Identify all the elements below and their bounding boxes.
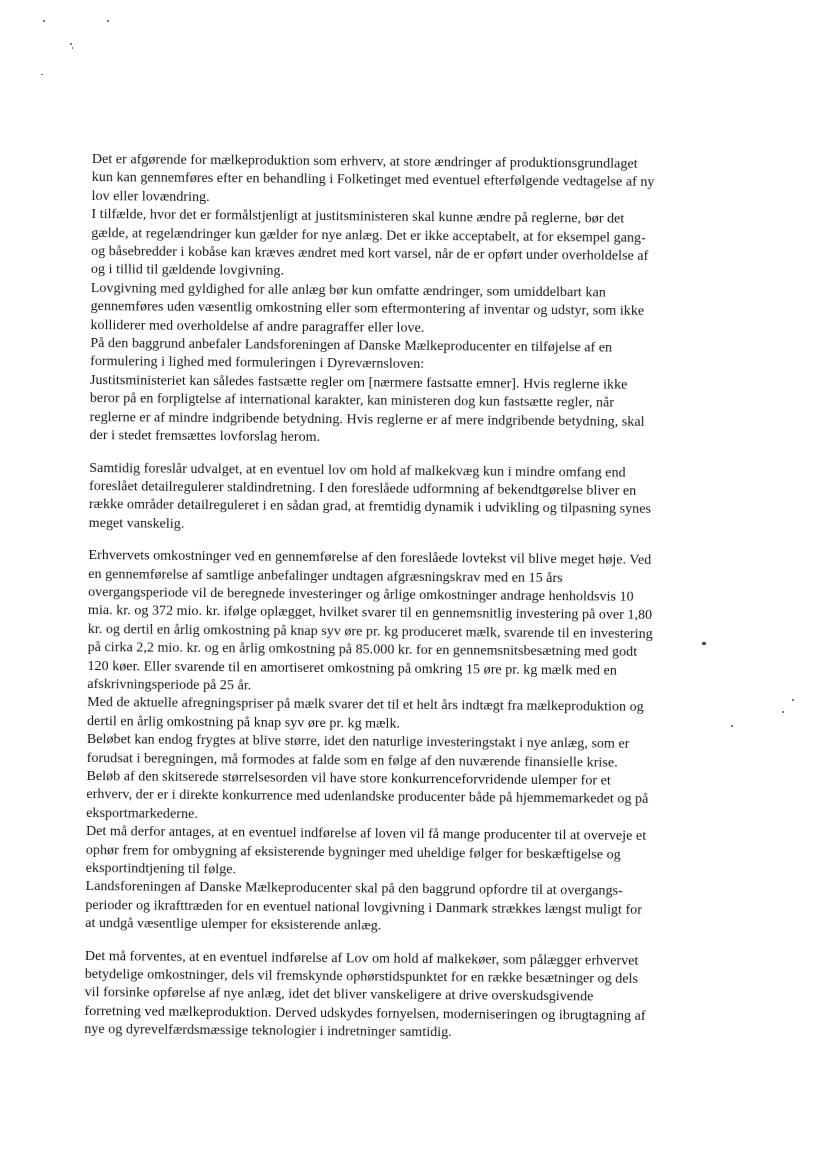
text-line: I tilfælde, hvor det er formålstjenligt at justitsministeren skal kunne ændre på reglerne, bør det [91, 207, 625, 227]
text-line: erhverv, der er i direkte konkurrence med udenlandske producenter både på hjemmemarkedet og på [86, 787, 649, 808]
text-line: at undgå væsentlige ulemper for eksisterende anlæg. [85, 916, 382, 934]
text-line: forudsat i beregningen, må formodes at falde som en følge af den nuværende finansielle krise. [86, 750, 618, 771]
paragraph-block [89, 151, 752, 451]
text-line: en gennemførelse af samtlige anbefalinger undtagen afgræsningskrav med en 15 års [88, 566, 563, 586]
text-line: og båsebredder i kobåse kan kræves ændret med kort varsel, når de er opført under overholdelse af [91, 244, 649, 264]
text-line: Beløbet kan endog frygtes at blive større, idet den naturlige investeringstakt i nye anlæg, som er [86, 732, 630, 752]
scan-speck [782, 711, 784, 713]
text-line: kr. og dertil en årlig omkostning på knap syv øre pr. kg produceret mælk, svarende til en investering [87, 621, 653, 642]
text-line: Det er afgørende for mælkeproduktion som erhverv, at store ændringer af produktionsgrundlaget [91, 151, 638, 172]
text-line: foreslået detailregulerer staldindretning. I den foreslåede udformning af bekendtgørelse bliver en [89, 478, 637, 499]
scan-speck [70, 43, 72, 45]
text-line: Lovgivning med gyldighed for alle anlæg bør kun omfatte ændringer, som umiddelbart kan [90, 280, 606, 301]
text-line: Beløb af den skitserede størrelsesorden vil have store konkurrenceforvridende ulemper for et [86, 768, 611, 789]
text-line: kun kan gennemføres efter en behandling i Folketinget med eventuel efterfølgende vedtagelse af ny [91, 170, 655, 191]
paragraph-block [85, 547, 748, 939]
scan-speck [792, 699, 794, 701]
text-line: afskrivningsperiode på 25 år. [87, 676, 252, 694]
text-line: formulering i lighed med formuleringen i Dyreværnsloven: [90, 354, 425, 373]
text-line: dertil en årlig omkostning på knap syv øre pr. kg mælk. [86, 713, 401, 732]
paragraph-block [89, 459, 750, 538]
text-line: meget vanskelig. [88, 515, 185, 532]
text-line: reglerne er af mindre indgribende betydning. Hvis reglerne er af mere indgribende betydning, skal [89, 409, 645, 430]
paragraph-block [84, 948, 745, 1046]
text-line: Erhvervets omkostninger ved en gennemførelse af den foreslåede lovtekst vil blive meget høje. Ved [88, 548, 652, 569]
text-line: Det må forventes, at en eventuel indførelse af Lov om hold af malkekøer, som pålægger erhvervet [84, 948, 639, 969]
text-line: forretning ved mælkeproduktion. Derved udskydes fornyelsen, moderniseringen og ibrugtagning af [84, 1003, 646, 1024]
text-line: eksportmarkederne. [86, 805, 198, 822]
text-line: betydelige omkostninger, dels vil fremskynde ophørstidspunktet for en række besætninger og dels [84, 967, 639, 987]
text-line: Det må derfor antages, at en eventuel indførelse af loven vil få mange producenter til at overveje et [85, 824, 647, 845]
text-line: På den baggrund anbefaler Landsforeningen af Danske Mælkeproducenter en tilføjelse af en [90, 336, 613, 356]
text-line: gælde, at regelændringer kun gælder for nye anlæg. Det er ikke acceptabelt, at for eksempel gang- [91, 225, 646, 246]
text-line: Samtidig foreslår udvalget, at en eventuel lov om hold af malkekvæg kun i mindre omfang end [89, 460, 626, 481]
text-line: Justitsministeriet kan således fastsætte regler om [nærmere fastsatte emner]. Hvis reglerne ikke [89, 372, 628, 393]
text-line: ophør frem for ombygning af eksisterende bygninger med uheldige følger for beskæftigelse og [85, 842, 621, 863]
text-line: 120 køer. Eller svarende til en amortiseret omkostning på omkring 15 øre pr. kg mælk med en [87, 658, 618, 679]
text-line: perioder og ikrafttræden for en eventuel national lovgivning i Danmark strækkes længst muligt for [85, 897, 643, 918]
text-line: beror på en forpligtelse af international karakter, kan ministeren dog kun fastsætte regler, når [89, 391, 615, 411]
document-text [84, 151, 752, 1059]
text-line: mia. kr. og 372 mio. kr. ifølge oplægget, hvilket svarer til en gennemsnitlig investering på over 1,80 [87, 603, 653, 624]
text-line: kolliderer med overholdelse af andre paragraffer eller love. [90, 317, 425, 336]
scan-speck [43, 20, 45, 22]
text-line: der i stedet fremsættes lovforslag herom. [89, 428, 321, 446]
text-line: og i tillid til gældende lovgivning. [90, 262, 285, 280]
text-line: gennemføres uden væsentlig omkostning eller som eftermontering af inventar og udstyr, som ikke [90, 299, 645, 320]
scan-speck [41, 74, 43, 75]
scan-speck [107, 20, 109, 22]
text-line: eksportindtjening til følge. [85, 861, 237, 878]
text-line: række områder detailreguleret i en sådan grad, at fremtidig dynamik i udvikling og tilpasning synes [88, 497, 652, 518]
scan-speck [72, 47, 73, 49]
text-line: Med de aktuelle afregningspriser på mælk svarer det til et helt års indtægt fra mælkeproduktion og [87, 695, 644, 716]
text-line: nye og dyrevelfærdsmæssige teknologier i indretninger samtidig. [84, 1022, 452, 1041]
text-line: Landsforeningen af Danske Mælkeproducenter skal på den baggrund opfordre til at overgangs- [85, 879, 623, 900]
text-line: overgangsperiode vil de beregnede investeringer og årlige omkostninger andrage henholdsvis 10 [88, 584, 634, 605]
text-line: på cirka 2,2 mio. kr. og en årlig omkostning på 85.000 kr. for en gennemsnitsbesætning med godt [87, 640, 638, 660]
text-line: vil forsinke opførelse af nye anlæg, idet det bliver vanskeligere at drive overskudsgivende [84, 985, 594, 1005]
text-line: lov eller lovændring. [91, 188, 210, 205]
